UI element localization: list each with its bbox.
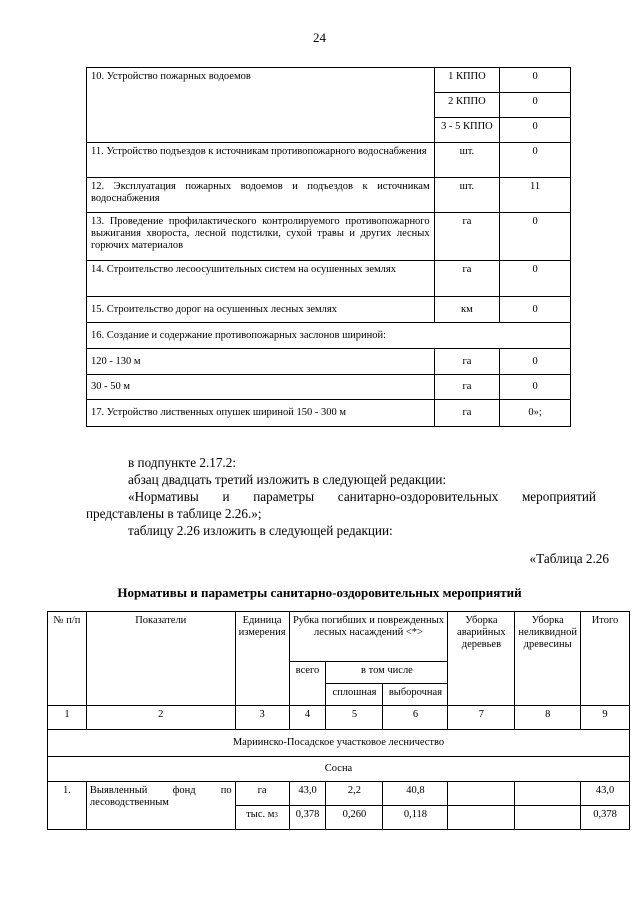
row-unit: га bbox=[434, 400, 500, 427]
row-label: 15. Строительство дорог на осушенных лесных землях bbox=[87, 297, 435, 323]
col-number: 1 bbox=[48, 706, 87, 730]
fire-measures-table bbox=[86, 67, 571, 427]
paragraph: таблицу 2.26 изложить в следующей редакции: bbox=[128, 523, 393, 538]
paragraph: в подпункте 2.17.2: bbox=[128, 455, 236, 470]
row-num: 1. bbox=[48, 782, 87, 830]
row-emergency bbox=[448, 782, 515, 806]
row-indicator: Выявленный фонд по лесоводственным bbox=[86, 782, 235, 830]
row-label: 120 - 130 м bbox=[87, 349, 435, 375]
row-unit: 3 - 5 КППО bbox=[434, 118, 500, 143]
header-itogo: Итого bbox=[581, 612, 630, 706]
unit-text: тыс. м bbox=[246, 809, 275, 820]
row-unit: га bbox=[434, 349, 500, 375]
header-indicator: Показатели bbox=[86, 612, 235, 706]
page-number: 24 bbox=[313, 30, 326, 45]
paragraph: абзац двадцать третий изложить в следующей редакции: bbox=[128, 472, 447, 487]
table-row bbox=[87, 297, 571, 323]
row-selective: 0,118 bbox=[383, 806, 448, 830]
header-selective: выборочная bbox=[383, 684, 448, 706]
row-label: 10. Устройство пожарных водоемов bbox=[87, 68, 435, 143]
col-number: 6 bbox=[383, 706, 448, 730]
table-row bbox=[87, 349, 571, 375]
row-unit: км bbox=[434, 297, 500, 323]
row-unit bbox=[235, 806, 289, 830]
col-number: 9 bbox=[581, 706, 630, 730]
header-clear: сплошная bbox=[326, 684, 383, 706]
table-row bbox=[87, 375, 571, 400]
row-unit: 1 КППО bbox=[434, 68, 500, 93]
row-total: 43,0 bbox=[289, 782, 326, 806]
row-selective: 40,8 bbox=[383, 782, 448, 806]
paragraph: «Нормативы и параметры санитарно-оздоровительных мероприятий bbox=[128, 489, 596, 504]
header-row bbox=[48, 612, 630, 662]
row-emergency bbox=[448, 806, 515, 830]
header-felling: Рубка погибших и поврежденных лесных насаждений <*> bbox=[289, 612, 448, 662]
row-unit: га bbox=[434, 213, 500, 261]
row-unit: га bbox=[434, 375, 500, 400]
sanitary-measures-table bbox=[47, 611, 630, 830]
header-including: в том числе bbox=[326, 662, 448, 684]
table-row bbox=[87, 178, 571, 213]
prose-block bbox=[86, 454, 596, 539]
row-label: 30 - 50 м bbox=[87, 375, 435, 400]
table-row bbox=[87, 261, 571, 297]
col-number: 2 bbox=[86, 706, 235, 730]
row-value: 0 bbox=[500, 375, 571, 400]
row-unit: га bbox=[235, 782, 289, 806]
header-emergency: Уборка аварийных деревьев bbox=[448, 612, 515, 706]
row-value: 0 bbox=[500, 143, 571, 178]
row-label: 17. Устройство лиственных опушек шириной 150 - 300 м bbox=[87, 400, 435, 427]
col-number: 7 bbox=[448, 706, 515, 730]
table-row bbox=[87, 323, 571, 349]
row-itogo: 43,0 bbox=[581, 782, 630, 806]
section-row bbox=[48, 730, 630, 757]
row-label: 11. Устройство подъездов к источникам противопожарного водоснабжения bbox=[87, 143, 435, 178]
row-clear: 0,260 bbox=[326, 806, 383, 830]
row-value: 0 bbox=[500, 349, 571, 375]
row-illiquid bbox=[515, 782, 581, 806]
row-label: 12. Эксплуатация пожарных водоемов и подъездов к источникам водоснабжения bbox=[87, 178, 435, 213]
table-title: Нормативы и параметры санитарно-оздоровительных мероприятий bbox=[117, 585, 522, 600]
unit-superscript: 3 bbox=[274, 811, 278, 819]
table-row bbox=[87, 213, 571, 261]
table-label: «Таблица 2.26 bbox=[529, 551, 609, 566]
row-clear: 2,2 bbox=[326, 782, 383, 806]
header-illiquid: Уборка неликвидной древесины bbox=[515, 612, 581, 706]
row-label: 14. Строительство лесоосушительных систем на осушенных землях bbox=[87, 261, 435, 297]
row-label: 13. Проведение профилактического контролируемого противопожарного выжигания хвороста, лесной подстилки, сухой травы и других лесных горючих материалов bbox=[87, 213, 435, 261]
header-total: всего bbox=[289, 662, 326, 706]
row-value: 0 bbox=[500, 261, 571, 297]
row-unit: шт. bbox=[434, 143, 500, 178]
row-unit: га bbox=[434, 261, 500, 297]
row-value: 0 bbox=[500, 297, 571, 323]
row-value: 0 bbox=[500, 118, 571, 143]
row-total: 0,378 bbox=[289, 806, 326, 830]
section-title: Мариинско-Посадское участковое лесничество bbox=[48, 730, 630, 757]
header-num: № п/п bbox=[48, 612, 87, 706]
paragraph: представлены в таблице 2.26.»; bbox=[86, 506, 262, 521]
row-unit: шт. bbox=[434, 178, 500, 213]
table-row bbox=[48, 782, 630, 806]
subsection-title: Сосна bbox=[48, 757, 630, 782]
row-value: 0 bbox=[500, 93, 571, 118]
row-unit: 2 КППО bbox=[434, 93, 500, 118]
col-number-row bbox=[48, 706, 630, 730]
table-row bbox=[87, 143, 571, 178]
subsection-row bbox=[48, 757, 630, 782]
row-value: 11 bbox=[500, 178, 571, 213]
header-unit: Единица измерения bbox=[235, 612, 289, 706]
col-number: 4 bbox=[289, 706, 326, 730]
table-row bbox=[87, 68, 571, 93]
row-value: 0»; bbox=[500, 400, 571, 427]
table-row bbox=[87, 400, 571, 427]
col-number: 3 bbox=[235, 706, 289, 730]
row-illiquid bbox=[515, 806, 581, 830]
row-itogo: 0,378 bbox=[581, 806, 630, 830]
row-label-full: 16. Создание и содержание противопожарных заслонов шириной: bbox=[87, 323, 571, 349]
col-number: 8 bbox=[515, 706, 581, 730]
row-value: 0 bbox=[500, 68, 571, 93]
col-number: 5 bbox=[326, 706, 383, 730]
row-value: 0 bbox=[500, 213, 571, 261]
